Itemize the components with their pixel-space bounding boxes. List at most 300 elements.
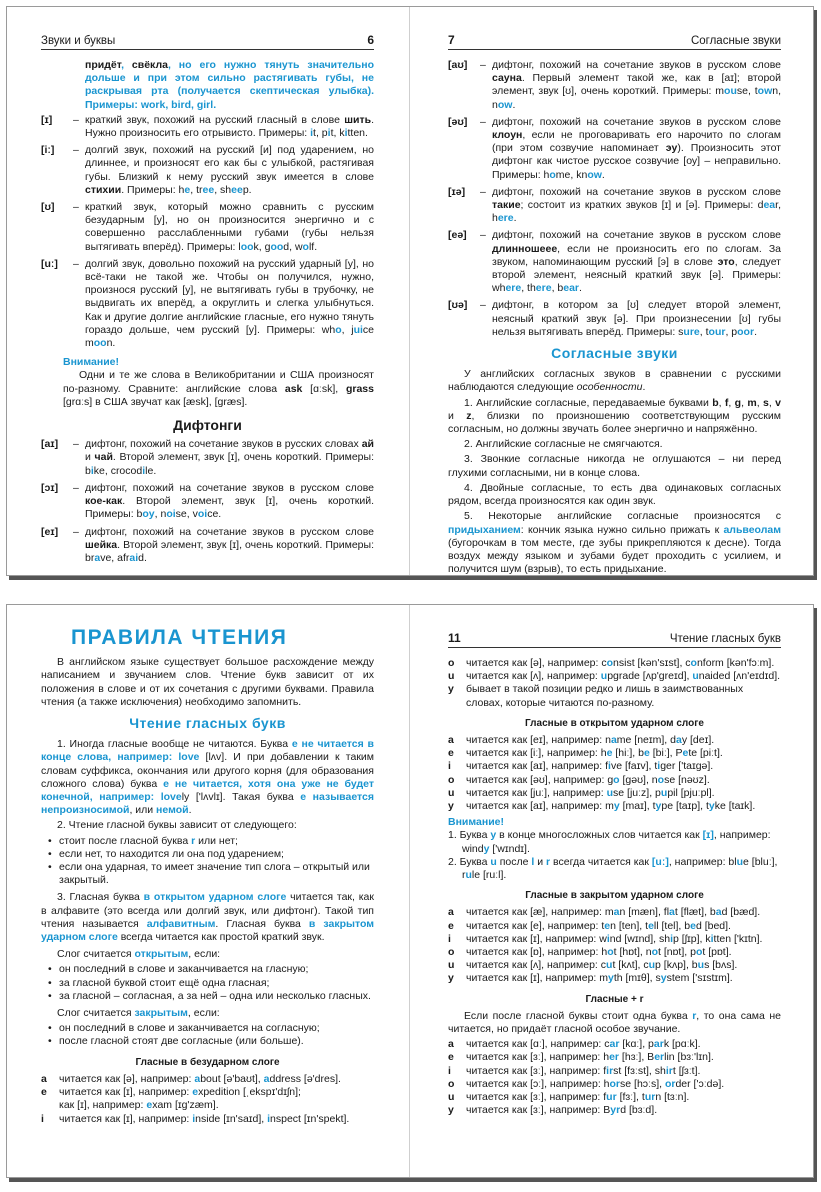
text-run: и (534, 855, 547, 868)
letter: u (448, 670, 455, 683)
letter-row (448, 657, 781, 670)
point (448, 397, 781, 437)
text-run: ['wɪndɪ]. (489, 842, 530, 855)
definition-text (492, 59, 781, 112)
row-text (59, 1099, 374, 1112)
row-text (466, 1091, 781, 1104)
highlight-run: шейка (85, 538, 118, 551)
running-header (448, 628, 781, 648)
highlight-run: oo (270, 240, 284, 253)
row-text (466, 1051, 781, 1064)
list-item: • за гласной – согласная, а за ней – одна или несколько гласных. (59, 990, 374, 1003)
highlight-run: немой (156, 804, 189, 817)
consonants-heading: Согласные звуки (551, 345, 678, 362)
text-run: p. (242, 183, 252, 196)
book-spread-bottom (6, 604, 814, 1178)
highlight-run: oor (737, 325, 755, 338)
text-run: Если после гласной буквы стоит одна буква (464, 1009, 693, 1022)
text-run: ve, afr (100, 551, 130, 564)
text-run: te [piːt]. (688, 747, 723, 760)
diphthong-definitions (41, 438, 374, 565)
highlight-run: ir (177, 98, 185, 111)
highlight-run: u (490, 855, 497, 868)
highlight-run: , но его нужно тянуть значительно дольше и при этом сильно растягивать губы, не раскрывая рта (получается скептическая улыбка). Примеры: w (85, 59, 374, 111)
point (448, 438, 781, 451)
highlight-run: ow (757, 85, 773, 98)
letter: a (448, 1038, 454, 1051)
highlight-run: er (654, 1051, 665, 1064)
text-run: 1. Буква (448, 829, 491, 842)
unstressed-rows (41, 1073, 374, 1126)
text-run: , или (129, 804, 157, 817)
text-run: y [deɪ]. (681, 734, 715, 747)
highlight-run: ur (606, 1091, 617, 1104)
highlight-run: e (690, 919, 696, 932)
text-run: t [ʃɜːt]. (672, 1064, 701, 1077)
letter-row (448, 747, 781, 760)
highlight-run: ar (653, 1038, 664, 1051)
highlight-run: l (531, 855, 535, 868)
text-run: после (496, 855, 532, 868)
dash: – (73, 144, 79, 157)
vowel-definitions (41, 114, 374, 350)
text-run: 3. Гласная буква (57, 891, 144, 904)
text-run: [maɪ], t (619, 800, 656, 813)
text-run: p [ʃɪp], k (673, 932, 711, 945)
highlight-run: r (191, 834, 196, 847)
highlight-run: свёкла (131, 59, 168, 71)
text-run: (бугорочкам в том месте, где зубы прикрепляются к десне). Тогда воздух между языком и зубами будет проходить с усилием, и получится шум (взрыв), то есть придыхание. (448, 536, 781, 575)
text-run: бывает в такой позиции редко и лишь в заимствованных словах, которые читаются по-разному. (466, 683, 744, 709)
phonetic-symbol: [ɪə] (448, 185, 466, 198)
highlight-run: ow (587, 168, 602, 181)
page-number: 6 (367, 33, 374, 47)
closed-stressed-heading: Гласные в закрытом ударном слоге (525, 890, 704, 902)
text-run: nspect [ɪn'spekt]. (270, 1112, 350, 1125)
highlight-run: придёт (85, 59, 122, 71)
row-text (466, 946, 781, 959)
text-run: t [kʌt], c (612, 959, 649, 972)
letter: y (448, 972, 454, 985)
text-run: . (579, 282, 582, 295)
highlight-run: сауна (492, 72, 522, 85)
dash: – (480, 229, 486, 242)
list-item: • за гласной буквой стоит ещё одна гласная; (59, 977, 374, 990)
text-run: читается так, как в алфавите (это всегда или долгий звук, или дифтонг). Такой тип чтения называется (41, 891, 374, 930)
row-text (466, 1065, 781, 1078)
text-run: [grɑːs] в США звучат как [æsk], [græs]. (63, 395, 248, 408)
letter-row (448, 800, 781, 813)
text-run: t, k (330, 127, 345, 140)
definition-text (85, 258, 374, 350)
text-run: читается как [æ], например: m (466, 906, 614, 919)
dash: – (73, 257, 79, 270)
letter: i (41, 1112, 44, 1125)
phonetic-symbol: [eɪ] (41, 525, 59, 538)
highlight-run: e (146, 1099, 153, 1112)
text-run: читается как [ɪ], например: (59, 1086, 193, 1099)
text-run: [fɜː], t (616, 1091, 645, 1104)
letter-row (448, 670, 781, 683)
text-run: читается как [ʌ], например: (466, 670, 601, 683)
text-run: дифтонг, похожий на сочетание звуков в русском слове (492, 185, 781, 198)
highlight-run: a (94, 551, 101, 564)
text-run: pgrade [ʌp'greɪd], (607, 670, 693, 683)
highlight-run: oy (142, 508, 155, 521)
highlight-run: d, g (184, 98, 204, 111)
row-text (466, 959, 781, 972)
text-run: d [bed]. (695, 919, 731, 932)
highlight-run: ai (129, 551, 139, 564)
text-run: стоит после гласной буква (59, 834, 192, 847)
row-text (466, 683, 781, 709)
text-run: если нет, то находится ли она под ударением; (59, 847, 284, 860)
vowel-r-heading: Гласные + r (585, 993, 644, 1005)
text-run: xam [ɪg'zæm]. (152, 1099, 219, 1112)
text-run: читается как [eɪ], например: n (466, 734, 611, 747)
definition-text (492, 229, 781, 295)
phonetic-symbol: [eə] (448, 229, 467, 242)
highlight-run: g (734, 396, 742, 409)
text-run: дифтонг, в котором за [ʊ] следует второй элемент, неясный краткий звук [ə]. При произнесении [ʊ] губы нельзя вытягивать вперёд. Примеры: s (492, 299, 781, 338)
highlight-run: yr (610, 1104, 621, 1117)
text-run: читается как [e], например: t (466, 919, 605, 932)
highlight-run: o (651, 946, 658, 959)
text-run: дифтонг, похожий на сочетание звуков в русских словах (85, 438, 362, 451)
list-item: • он последний в слове и заканчивается на гласную; (59, 963, 374, 976)
highlight-run: ir (203, 98, 211, 111)
definition-entry (41, 482, 374, 522)
text-run: , n (154, 508, 167, 521)
row-text (466, 1038, 781, 1051)
highlight-run: закрытым (134, 1007, 188, 1020)
definition-entry (41, 258, 374, 350)
open-syllable-lead (41, 948, 374, 961)
text-run: долгий звук, довольно похожий на русский ударный [у], но всё-таки не такой же. Чтобы он получился, нужно, произнося русский [у], не вытягивать губы в трубочку, не выдвигать их вперёд, а округлить и слегка улыбнуться. Как и другие долгие английские гласные, его нужно тянуть гораздо дольше, чем русский [у]. Примеры: wh (85, 257, 374, 336)
dash: – (480, 185, 486, 198)
highlight-run: i (344, 127, 348, 140)
text-run: d. (138, 551, 147, 564)
text-run: , j (341, 323, 354, 336)
text-run: lf. (308, 240, 318, 253)
chapter-title: ПРАВИЛА ЧТЕНИЯ (71, 626, 288, 649)
text-run: , (768, 396, 776, 409)
text-run: p [kʌp], b (655, 959, 698, 972)
text-run: краткий звук, который можно сравнить с русским безударным [у], но он произносится энергично и с совершенно расслабленными губами (губы нельзя вытягивать вперёд). Примеры: l (85, 201, 374, 253)
text-run: и (85, 451, 95, 464)
phonetic-symbol: [ʊə] (448, 299, 468, 312)
text-run: читается как [juː], например: (466, 786, 607, 799)
text-run: , (728, 396, 735, 409)
text-run: дифтонг, похожий на сочетание звуков в русском слове (492, 229, 781, 242)
text-run: me, kn (555, 168, 588, 181)
text-run: n [tɜːn]. (655, 1091, 690, 1104)
text-run: читается как [ɪ], например: (59, 1112, 193, 1125)
letter: e (448, 1051, 454, 1064)
row-text (466, 933, 781, 946)
open-syllable-list (41, 963, 374, 1003)
text-run: 3. Звонкие согласные никогда не оглушаются – ни перед глухими согласными, ни в конце слова. (448, 453, 781, 479)
highlight-run: ask (284, 382, 303, 395)
page-6 (7, 7, 410, 575)
text-run: d [bæd]. (721, 906, 761, 919)
page-11 (410, 605, 813, 1177)
definition-text (85, 438, 374, 478)
text-run: se [juːz], p (613, 786, 661, 799)
highlight-run: o (657, 773, 665, 786)
text-run: : кончик языка нужно сильно прижать к (520, 523, 724, 536)
text-run: [hɜː], B (619, 1051, 655, 1064)
letter: o (448, 657, 455, 669)
highlight-run: oi (197, 508, 208, 521)
text-run: d, w (283, 240, 303, 253)
text-run: читается как [aɪ], например: m (466, 800, 614, 813)
closed-syllable-list (41, 1022, 374, 1048)
text-run: , (718, 396, 725, 409)
text-run: , tr (190, 183, 203, 196)
row-text (59, 1086, 374, 1099)
text-run: ; состоит из кратких звуков [ɪ] и [ə]. Примеры: d (520, 199, 764, 212)
running-header (41, 30, 374, 50)
highlight-run: i (670, 932, 674, 945)
highlight-run: oi (166, 508, 176, 521)
highlight-run: e (184, 183, 191, 196)
text-run: ddress [ə'dres]. (269, 1072, 341, 1085)
row-text (466, 670, 781, 683)
list-item (59, 861, 374, 887)
text-run: читается как [ʌ], например: c (466, 959, 607, 972)
text-run: если она ударная, то имеет значение тип слога – открытый или закрытый. (59, 861, 370, 887)
text-run: , sh (214, 183, 232, 196)
letter-row (448, 972, 781, 985)
text-run: nside [ɪn'saɪd], (195, 1112, 268, 1125)
highlight-run: алфавитным (146, 917, 216, 930)
letter-row (448, 1078, 781, 1091)
closed-stressed-rows (448, 906, 781, 985)
highlight-run: y (613, 800, 620, 813)
highlight-run: a (610, 734, 617, 747)
row-text (59, 1113, 374, 1126)
definition-text (85, 144, 374, 197)
highlight-run: o (690, 657, 697, 669)
highlight-run: z (466, 409, 472, 422)
letter: a (448, 906, 454, 919)
text-run: читается как [ɪ], например: w (466, 932, 607, 945)
text-run: [lʌv]. И при добавлении к таким словам суффикса, окончания или другого корня (для образования сложного слова) буква (41, 751, 374, 790)
text-run: Слог считается (57, 1007, 135, 1020)
highlight-run: альвеолам (723, 523, 781, 536)
text-run: , если: (187, 1007, 220, 1020)
letter: e (448, 919, 454, 932)
text-run: nd [wɪnd], sh (609, 932, 671, 945)
point (448, 453, 781, 479)
diphthong-definitions (448, 59, 781, 339)
page-10 (7, 605, 410, 1177)
definition-text (492, 116, 781, 182)
definition-entry (41, 438, 374, 478)
highlight-run: oo (240, 240, 254, 253)
highlight-run: o (613, 773, 620, 786)
letter: a (448, 734, 454, 747)
text-run: naided [ʌn'eɪdɪd]. (698, 670, 781, 683)
running-header (448, 30, 781, 50)
text-run: se, v (175, 508, 198, 521)
definition-entry (448, 116, 781, 182)
highlight-run: oo (93, 337, 107, 350)
highlight-run: f (724, 396, 729, 409)
text-run: , то она сама не читается, но придаёт гласной особое звучание. (448, 1009, 781, 1036)
text-run: nsist [kən'sɪst], c (613, 657, 691, 669)
definition-entry (41, 114, 374, 140)
highlight-run: a (715, 906, 722, 919)
text-run: 4. Двойные согласные, то есть два одинаковых согласных рядом, всегда произносятся как один звук. (448, 481, 781, 508)
attention-text (63, 369, 374, 409)
attention-item (448, 829, 781, 855)
definition-text (85, 482, 374, 522)
text-run: [biː], P (649, 747, 683, 760)
rule-2-list (41, 835, 374, 888)
letter-row (448, 787, 781, 800)
highlight-run: ur (644, 1091, 656, 1104)
header-title: Согласные звуки (690, 35, 781, 47)
text-run: bout [ə'baʊt], (200, 1072, 264, 1085)
highlight-run: i (310, 127, 314, 140)
highlight-run: u (600, 670, 608, 683)
text-run: t [nɒt], p (657, 946, 696, 959)
continued-definition (41, 59, 374, 112)
text-run: дифтонг, похожий на сочетание звуков в русском слове (492, 59, 781, 71)
list-item: • после гласной стоят две согласные (или больше). (59, 1035, 374, 1048)
highlight-run: придыханием (448, 523, 521, 536)
highlight-run: шить (344, 113, 372, 126)
highlight-run: e (291, 738, 298, 751)
definition-entry (448, 229, 781, 295)
text-run: pe [taɪp], t (661, 800, 709, 813)
phonetic-symbol: [uː] (41, 257, 58, 270)
phonetic-symbol: [ɔɪ] (41, 481, 59, 494)
attention-label: Внимание! (448, 816, 504, 829)
highlight-run: u (736, 855, 744, 868)
row-text (59, 1073, 374, 1086)
text-run: 1. Иногда гласные вообще не читаются. Буква (57, 738, 292, 751)
page-7 (410, 7, 813, 575)
highlight-run: клоун (492, 129, 523, 142)
text-run: всегда читается как (550, 855, 652, 868)
dash: – (73, 201, 79, 214)
text-run: n, n (492, 85, 782, 111)
vowels-heading: Чтение гласных букв (129, 715, 286, 732)
highlight-run: ea (763, 199, 776, 212)
text-run: или нет; (195, 834, 238, 847)
rule-2: 2. Чтение гласной буквы зависит от следующего: (57, 819, 297, 832)
vowel-r-rows (448, 1038, 781, 1117)
highlight-run: ere (535, 282, 552, 295)
text-run: xpedition [ˌekspɪ'dɪʃn]; (198, 1086, 301, 1099)
highlight-run: l. (210, 98, 217, 111)
definition-text (85, 114, 374, 140)
highlight-run: er (609, 1051, 620, 1064)
definition-entry (41, 201, 374, 254)
highlight-run: o (695, 946, 703, 959)
text-run: дифтонг, похожий на сочетание звуков в русском слове (85, 525, 374, 538)
highlight-run: такие (492, 199, 521, 212)
text-run: . Гласная буква (215, 917, 309, 930)
text-run: ll [tel], b (653, 919, 691, 932)
highlight-run: y (483, 842, 490, 855)
highlight-run: ure (683, 325, 700, 338)
text-run: r, h (492, 199, 781, 225)
open-stressed-heading: Гласные в открытом ударном слоге (525, 717, 704, 729)
text-run: , th (521, 282, 536, 295)
row-text (466, 920, 781, 933)
highlight-run: k, b (159, 98, 178, 111)
highlight-run: эу (665, 142, 678, 155)
highlight-run: u (660, 786, 668, 799)
text-run: ke, crocod (93, 464, 143, 477)
highlight-run: a (263, 1072, 270, 1085)
text-run: . Примеры: h (121, 183, 185, 196)
dash: – (73, 113, 79, 126)
dash: – (480, 59, 486, 71)
highlight-run: e (163, 777, 169, 790)
highlight-run: e (648, 919, 654, 932)
consonant-points (448, 397, 781, 575)
page-number: 7 (448, 33, 455, 47)
letter-row (448, 1091, 781, 1104)
highlight-run: i (267, 1112, 271, 1125)
text-run: ce m (85, 323, 374, 350)
text-run: . (601, 168, 605, 181)
unstressed-rows-continued (448, 657, 781, 710)
highlight-run: or (664, 1077, 676, 1090)
text-run: , (756, 396, 763, 409)
text-run: , если не произносить его по слогам. За звуком, напоминающим русский [э] в слове (492, 242, 781, 268)
phonetic-symbol: [aɪ] (41, 438, 59, 451)
attention-label: Внимание! (63, 356, 119, 369)
highlight-run: особенности (576, 381, 643, 394)
highlight-run: r (692, 1009, 697, 1022)
definition-text (85, 526, 374, 566)
text-run: t [pɒt]. (702, 946, 732, 959)
text-run: [gəʊ], n (619, 773, 658, 786)
text-run: le. (145, 464, 157, 477)
text-run: . Первый элемент такой же, как в [aɪ]; второй элемент, звук [ʊ], очень короткий. Примеры: m (492, 72, 781, 98)
highlight-run: u (606, 786, 614, 799)
text-run: d [bɜːd]. (620, 1104, 658, 1117)
page-body (448, 59, 781, 575)
letter: u (448, 786, 455, 799)
definition-entry (41, 526, 374, 566)
text-run: , (741, 396, 748, 409)
highlight-run: открытым (134, 948, 189, 961)
text-run: . Нужно произносить его отрывисто. Примеры: (85, 113, 374, 140)
highlight-run: i (606, 932, 610, 945)
text-run: n [mæn], fl (619, 906, 670, 919)
letter-row (448, 1051, 781, 1064)
letter: o (448, 1077, 455, 1090)
text-run: читается как [ɜː], например: h (466, 1051, 610, 1064)
letter-row (41, 1073, 374, 1086)
text-run: 5. Некоторые английские согласные произносятся с (464, 510, 781, 523)
letter-row (448, 906, 781, 919)
highlight-run: u (465, 869, 472, 882)
letter: i (448, 760, 451, 773)
text-run: th [mɪθ], s (613, 972, 661, 985)
letter: o (448, 946, 455, 959)
text-run: читается как [ɜː], например: f (466, 1091, 607, 1104)
text-run: , если не проговаривать его нарочито по слогам (при этом созвучие напоминает (492, 129, 781, 155)
attention-block (41, 356, 374, 409)
